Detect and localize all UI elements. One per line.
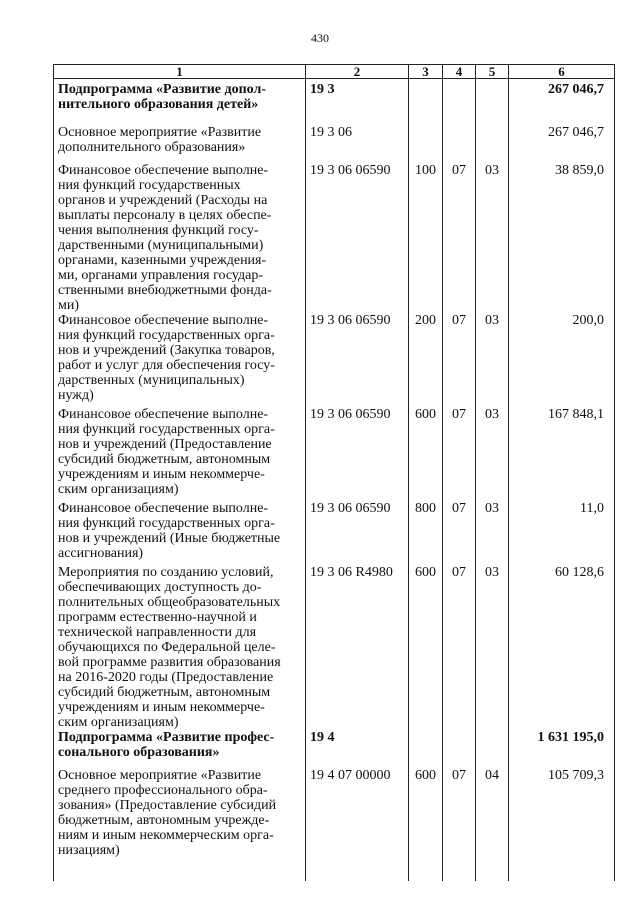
row-description: Подпрограмма «Развитие профес- сонального образования» [54, 730, 306, 768]
table-row [54, 313, 615, 407]
row-col3: 100 [409, 155, 443, 313]
row-description: Мероприятия по созданию условий, обеспечивающих доступность до- полнительных общеобразовательных программ естественно-научной и технической направленности для обучающихся по Федеральной целе- вой программе развития образования на 2016-2020 годы (Предоставление субсидий бюджетным, автономным учреждениям и иным некоммерче- ским организациям) [54, 565, 306, 730]
table-row [54, 407, 615, 501]
column-number-header-row [54, 65, 615, 79]
row-code: 19 3 06 06590 [306, 313, 409, 407]
row-col4 [443, 117, 476, 155]
column-header-5: 5 [476, 65, 509, 79]
row-sum: 167 848,1 [509, 407, 615, 501]
row-col4 [443, 730, 476, 768]
table-row [54, 501, 615, 565]
row-code: 19 4 07 00000 [306, 768, 409, 881]
row-col4: 07 [443, 407, 476, 501]
row-col3: 800 [409, 501, 443, 565]
row-col3: 200 [409, 313, 443, 407]
row-sum: 267 046,7 [509, 79, 615, 117]
row-description: Финансовое обеспечение выполне- ния функций государственных орга- нов и учреждений (Иные бюджетные ассигнования) [54, 501, 306, 565]
row-sum: 267 046,7 [509, 117, 615, 155]
row-col3 [409, 117, 443, 155]
row-description: Основное мероприятие «Развитие дополнительного образования» [54, 117, 306, 155]
row-description: Финансовое обеспечение выполне- ния функций государственных органов и учреждений (Расходы на выплаты персоналу в целях обеспе- чения выполнения функций госу- дарственными (муниципальными) органами, казенными учреждения- ми, органами управления государ- ственными внебюджетными фонда- ми) [54, 155, 306, 313]
row-sum: 38 859,0 [509, 155, 615, 313]
row-col5: 03 [476, 155, 509, 313]
row-code: 19 3 [306, 79, 409, 117]
row-sum: 11,0 [509, 501, 615, 565]
row-col5 [476, 79, 509, 117]
row-col3 [409, 730, 443, 768]
row-code: 19 3 06 R4980 [306, 565, 409, 730]
row-col5 [476, 730, 509, 768]
row-col4 [443, 79, 476, 117]
column-header-6: 6 [509, 65, 615, 79]
table-row [54, 565, 615, 730]
row-col3: 600 [409, 768, 443, 881]
row-code: 19 3 06 [306, 117, 409, 155]
row-col4: 07 [443, 565, 476, 730]
row-col5: 03 [476, 313, 509, 407]
row-code: 19 3 06 06590 [306, 501, 409, 565]
row-col3 [409, 79, 443, 117]
row-col4: 07 [443, 501, 476, 565]
column-header-1: 1 [54, 65, 306, 79]
row-col3: 600 [409, 407, 443, 501]
budget-table [53, 64, 615, 881]
row-sum: 60 128,6 [509, 565, 615, 730]
row-col5: 04 [476, 768, 509, 881]
row-sum: 105 709,3 [509, 768, 615, 881]
row-sum: 200,0 [509, 313, 615, 407]
row-col4: 07 [443, 155, 476, 313]
column-header-4: 4 [443, 65, 476, 79]
row-description: Основное мероприятие «Развитие среднего профессионального обра- зования» (Предоставление субсидий бюджетным, автономным учрежде- ниям и иным некоммерческим орга- низациям) [54, 768, 306, 881]
table-row [54, 117, 615, 155]
table-row [54, 730, 615, 768]
row-col5: 03 [476, 407, 509, 501]
row-description: Финансовое обеспечение выполне- ния функций государственных орга- нов и учреждений (Предоставление субсидий бюджетным, автономным учреждениям и иным некоммерче- ским организациям) [54, 407, 306, 501]
row-col4: 07 [443, 768, 476, 881]
table-row [54, 155, 615, 313]
row-code: 19 4 [306, 730, 409, 768]
row-col4: 07 [443, 313, 476, 407]
row-code: 19 3 06 06590 [306, 407, 409, 501]
row-col5: 03 [476, 565, 509, 730]
column-header-3: 3 [409, 65, 443, 79]
row-description: Подпрограмма «Развитие допол- нительного образования детей» [54, 79, 306, 117]
column-header-2: 2 [306, 65, 409, 79]
row-col5 [476, 117, 509, 155]
row-sum: 1 631 195,0 [509, 730, 615, 768]
row-code: 19 3 06 06590 [306, 155, 409, 313]
row-col3: 600 [409, 565, 443, 730]
table-row [54, 768, 615, 881]
page-number: 430 [311, 31, 329, 45]
row-description: Финансовое обеспечение выполне- ния функций государственных орга- нов и учреждений (Закупка товаров, работ и услуг для обеспечения госу- дарственных (муниципальных) нужд) [54, 313, 306, 407]
table-row [54, 79, 615, 117]
row-col5: 03 [476, 501, 509, 565]
